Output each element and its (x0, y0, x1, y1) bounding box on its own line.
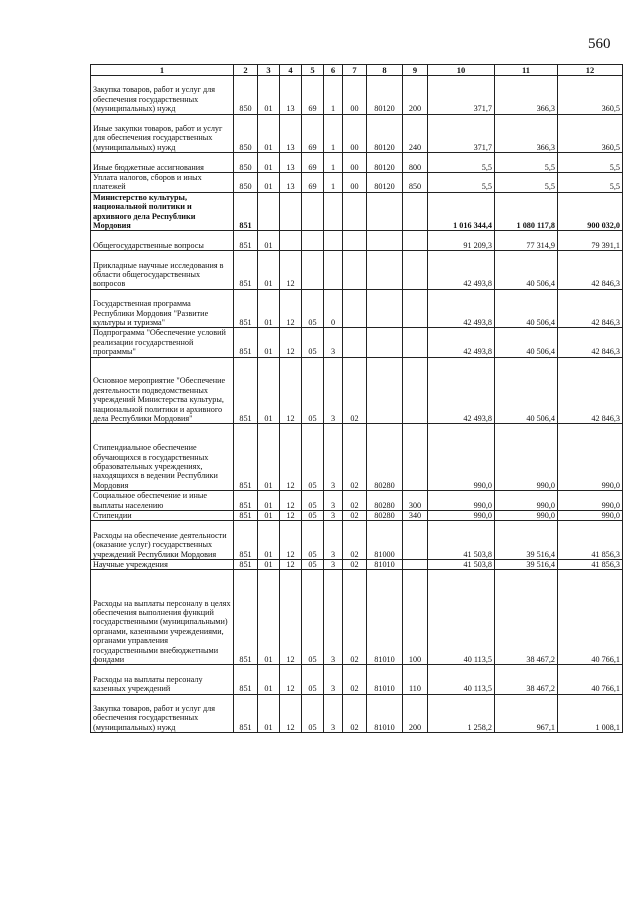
header-cell: 2 (234, 65, 258, 76)
expense-type-code-cell: 300 (403, 491, 428, 511)
amount-year-1-cell: 990,0 (428, 424, 495, 491)
amount-year-1-cell: 1 258,2 (428, 694, 495, 733)
admin-code-cell: 850 (234, 153, 258, 173)
subprogram-code-cell: 3 (324, 521, 343, 560)
subsection-code-cell: 12 (280, 251, 302, 290)
admin-code-cell: 851 (234, 694, 258, 733)
header-row (91, 65, 623, 76)
subsection-code-cell: 13 (280, 114, 302, 153)
admin-code-cell: 851 (234, 251, 258, 290)
program-code-cell: 05 (302, 570, 324, 665)
amount-year-3-cell: 990,0 (558, 511, 623, 521)
event-code-cell (343, 328, 367, 357)
subprogram-code-cell: 1 (324, 172, 343, 192)
expense-type-code-cell: 800 (403, 153, 428, 173)
expense-type-code-cell (403, 424, 428, 491)
admin-code-cell: 851 (234, 491, 258, 511)
row-name-cell: Научные учреждения (91, 560, 234, 570)
amount-year-2-cell: 40 506,4 (495, 289, 558, 328)
program-code-cell: 69 (302, 153, 324, 173)
header-cell: 9 (403, 65, 428, 76)
admin-code-cell: 851 (234, 289, 258, 328)
amount-year-3-cell: 900 032,0 (558, 192, 623, 231)
direction-code-cell (367, 251, 403, 290)
amount-year-1-cell: 41 503,8 (428, 521, 495, 560)
amount-year-1-cell: 5,5 (428, 172, 495, 192)
amount-year-2-cell: 39 516,4 (495, 521, 558, 560)
direction-code-cell: 81010 (367, 560, 403, 570)
program-code-cell: 69 (302, 76, 324, 115)
section-code-cell: 01 (258, 251, 280, 290)
row-name-cell: Социальное обеспечение и иные выплаты населению (91, 491, 234, 511)
subprogram-code-cell (324, 251, 343, 290)
amount-year-3-cell: 42 846,3 (558, 357, 623, 424)
subprogram-code-cell: 3 (324, 357, 343, 424)
amount-year-2-cell: 366,3 (495, 76, 558, 115)
event-code-cell: 00 (343, 172, 367, 192)
table-row (91, 424, 623, 491)
direction-code-cell (367, 192, 403, 231)
header-cell: 3 (258, 65, 280, 76)
table-row (91, 357, 623, 424)
header-cell: 5 (302, 65, 324, 76)
expense-type-code-cell (403, 231, 428, 251)
amount-year-1-cell: 42 493,8 (428, 357, 495, 424)
expense-type-code-cell (403, 251, 428, 290)
header-cell: 7 (343, 65, 367, 76)
admin-code-cell: 851 (234, 357, 258, 424)
amount-year-2-cell: 990,0 (495, 491, 558, 511)
table-row (91, 114, 623, 153)
row-name-cell: Расходы на выплаты персоналу в целях обеспечения выполнения функций государственными (муниципальными) органами, казенными учреждениями, органами управления государственными внебюджетными фондами (91, 570, 234, 665)
subprogram-code-cell: 3 (324, 570, 343, 665)
amount-year-1-cell: 42 493,8 (428, 251, 495, 290)
amount-year-1-cell: 42 493,8 (428, 328, 495, 357)
event-code-cell: 00 (343, 153, 367, 173)
direction-code-cell: 80120 (367, 76, 403, 115)
row-name-cell: Иные бюджетные ассигнования (91, 153, 234, 173)
header-cell: 10 (428, 65, 495, 76)
subsection-code-cell: 12 (280, 560, 302, 570)
section-code-cell: 01 (258, 231, 280, 251)
event-code-cell: 00 (343, 76, 367, 115)
amount-year-3-cell: 5,5 (558, 172, 623, 192)
program-code-cell: 69 (302, 114, 324, 153)
table-row (91, 328, 623, 357)
direction-code-cell: 81000 (367, 521, 403, 560)
subsection-code-cell: 12 (280, 694, 302, 733)
amount-year-2-cell: 38 467,2 (495, 665, 558, 694)
expense-type-code-cell (403, 289, 428, 328)
amount-year-1-cell: 371,7 (428, 76, 495, 115)
section-code-cell: 01 (258, 570, 280, 665)
event-code-cell: 02 (343, 357, 367, 424)
subsection-code-cell: 12 (280, 289, 302, 328)
program-code-cell: 05 (302, 289, 324, 328)
table-row (91, 153, 623, 173)
section-code-cell: 01 (258, 114, 280, 153)
program-code-cell: 05 (302, 424, 324, 491)
program-code-cell: 05 (302, 560, 324, 570)
event-code-cell: 02 (343, 511, 367, 521)
row-name-cell: Стипендиальное обеспечение обучающихся в государственных образовательных учреждениях, находящихся в ведении Республики Мордовия (91, 424, 234, 491)
amount-year-3-cell: 360,5 (558, 114, 623, 153)
row-name-cell: Стипендии (91, 511, 234, 521)
admin-code-cell: 851 (234, 328, 258, 357)
direction-code-cell: 80120 (367, 172, 403, 192)
subsection-code-cell: 12 (280, 328, 302, 357)
row-name-cell: Прикладные научные исследования в области общегосударственных вопросов (91, 251, 234, 290)
row-name-cell: Общегосударственные вопросы (91, 231, 234, 251)
program-code-cell: 05 (302, 357, 324, 424)
amount-year-3-cell: 40 766,1 (558, 570, 623, 665)
admin-code-cell: 851 (234, 665, 258, 694)
amount-year-1-cell: 5,5 (428, 153, 495, 173)
section-code-cell: 01 (258, 511, 280, 521)
direction-code-cell: 81010 (367, 665, 403, 694)
direction-code-cell (367, 357, 403, 424)
expense-type-code-cell (403, 357, 428, 424)
subsection-code-cell: 13 (280, 153, 302, 173)
amount-year-2-cell: 40 506,4 (495, 357, 558, 424)
section-code-cell: 01 (258, 153, 280, 173)
amount-year-3-cell: 79 391,1 (558, 231, 623, 251)
section-code-cell: 01 (258, 172, 280, 192)
direction-code-cell: 81010 (367, 570, 403, 665)
section-code-cell: 01 (258, 424, 280, 491)
row-name-cell: Расходы на обеспечение деятельности (оказание услуг) государственных учреждений Республики Мордовия (91, 521, 234, 560)
subsection-code-cell: 12 (280, 491, 302, 511)
header-cell: 4 (280, 65, 302, 76)
program-code-cell: 05 (302, 511, 324, 521)
row-name-cell: Министерство культуры, национальной политики и архивного дела Республики Мордовия (91, 192, 234, 231)
page-number: 560 (588, 36, 611, 52)
event-code-cell: 02 (343, 491, 367, 511)
event-code-cell: 02 (343, 424, 367, 491)
admin-code-cell: 850 (234, 114, 258, 153)
amount-year-1-cell: 371,7 (428, 114, 495, 153)
program-code-cell: 05 (302, 521, 324, 560)
amount-year-1-cell: 42 493,8 (428, 289, 495, 328)
row-name-cell: Основное мероприятие "Обеспечение деятельности подведомственных учреждений Министерства культуры, национальной политики и архивного дела Республики Мордовия" (91, 357, 234, 424)
row-name-cell: Закупка товаров, работ и услуг для обеспечения государственных (муниципальных) нужд (91, 694, 234, 733)
program-code-cell: 69 (302, 172, 324, 192)
amount-year-3-cell: 42 846,3 (558, 328, 623, 357)
subsection-code-cell: 12 (280, 570, 302, 665)
amount-year-2-cell: 40 506,4 (495, 251, 558, 290)
event-code-cell: 02 (343, 694, 367, 733)
subprogram-code-cell: 3 (324, 511, 343, 521)
table-row (91, 665, 623, 694)
amount-year-3-cell: 5,5 (558, 153, 623, 173)
amount-year-2-cell: 39 516,4 (495, 560, 558, 570)
direction-code-cell: 80280 (367, 491, 403, 511)
admin-code-cell: 851 (234, 560, 258, 570)
header-cell: 6 (324, 65, 343, 76)
amount-year-1-cell: 1 016 344,4 (428, 192, 495, 231)
direction-code-cell: 81010 (367, 694, 403, 733)
table-row (91, 511, 623, 521)
expense-type-code-cell: 240 (403, 114, 428, 153)
section-code-cell: 01 (258, 76, 280, 115)
amount-year-2-cell: 990,0 (495, 511, 558, 521)
row-name-cell: Подпрограмма "Обеспечение условий реализации государственной программы" (91, 328, 234, 357)
section-code-cell (258, 192, 280, 231)
subprogram-code-cell: 3 (324, 560, 343, 570)
amount-year-1-cell: 990,0 (428, 491, 495, 511)
event-code-cell (343, 192, 367, 231)
expense-type-code-cell: 200 (403, 694, 428, 733)
amount-year-1-cell: 40 113,5 (428, 570, 495, 665)
section-code-cell: 01 (258, 491, 280, 511)
section-code-cell: 01 (258, 560, 280, 570)
amount-year-3-cell: 360,5 (558, 76, 623, 115)
section-code-cell: 01 (258, 521, 280, 560)
amount-year-1-cell: 91 209,3 (428, 231, 495, 251)
row-name-cell: Иные закупки товаров, работ и услуг для обеспечения государственных (муниципальных) нужд (91, 114, 234, 153)
program-code-cell: 05 (302, 694, 324, 733)
direction-code-cell (367, 231, 403, 251)
subprogram-code-cell: 3 (324, 694, 343, 733)
table-row (91, 289, 623, 328)
expense-type-code-cell (403, 328, 428, 357)
program-code-cell (302, 192, 324, 231)
admin-code-cell: 851 (234, 424, 258, 491)
admin-code-cell: 850 (234, 76, 258, 115)
expense-type-code-cell: 850 (403, 172, 428, 192)
event-code-cell: 02 (343, 570, 367, 665)
section-code-cell: 01 (258, 328, 280, 357)
header-cell: 8 (367, 65, 403, 76)
amount-year-2-cell: 5,5 (495, 153, 558, 173)
table-row (91, 76, 623, 115)
direction-code-cell (367, 328, 403, 357)
direction-code-cell: 80280 (367, 511, 403, 521)
subsection-code-cell: 13 (280, 172, 302, 192)
section-code-cell: 01 (258, 357, 280, 424)
program-code-cell (302, 251, 324, 290)
direction-code-cell: 80280 (367, 424, 403, 491)
program-code-cell: 05 (302, 665, 324, 694)
admin-code-cell: 851 (234, 192, 258, 231)
table-row (91, 570, 623, 665)
amount-year-3-cell: 41 856,3 (558, 521, 623, 560)
amount-year-3-cell: 42 846,3 (558, 251, 623, 290)
subprogram-code-cell: 1 (324, 76, 343, 115)
section-code-cell: 01 (258, 665, 280, 694)
amount-year-2-cell: 40 506,4 (495, 328, 558, 357)
subsection-code-cell: 12 (280, 521, 302, 560)
event-code-cell: 02 (343, 665, 367, 694)
event-code-cell (343, 231, 367, 251)
amount-year-3-cell: 41 856,3 (558, 560, 623, 570)
event-code-cell: 00 (343, 114, 367, 153)
expense-type-code-cell: 110 (403, 665, 428, 694)
expense-type-code-cell (403, 192, 428, 231)
amount-year-2-cell: 5,5 (495, 172, 558, 192)
subsection-code-cell: 12 (280, 665, 302, 694)
table-row (91, 521, 623, 560)
section-code-cell: 01 (258, 694, 280, 733)
subprogram-code-cell: 3 (324, 491, 343, 511)
amount-year-3-cell: 990,0 (558, 424, 623, 491)
event-code-cell: 02 (343, 560, 367, 570)
table-row (91, 251, 623, 290)
table-row (91, 694, 623, 733)
row-name-cell: Расходы на выплаты персоналу казенных учреждений (91, 665, 234, 694)
subprogram-code-cell (324, 231, 343, 251)
table-row (91, 491, 623, 511)
expense-type-code-cell: 200 (403, 76, 428, 115)
amount-year-2-cell: 990,0 (495, 424, 558, 491)
amount-year-2-cell: 366,3 (495, 114, 558, 153)
row-name-cell: Закупка товаров, работ и услуг для обеспечения государственных (муниципальных) нужд (91, 76, 234, 115)
amount-year-1-cell: 41 503,8 (428, 560, 495, 570)
direction-code-cell: 80120 (367, 114, 403, 153)
header-cell: 1 (91, 65, 234, 76)
subsection-code-cell: 12 (280, 424, 302, 491)
table-row (91, 560, 623, 570)
row-name-cell: Уплата налогов, сборов и иных платежей (91, 172, 234, 192)
amount-year-3-cell: 40 766,1 (558, 665, 623, 694)
subprogram-code-cell: 0 (324, 289, 343, 328)
program-code-cell: 05 (302, 491, 324, 511)
admin-code-cell: 851 (234, 521, 258, 560)
amount-year-3-cell: 1 008,1 (558, 694, 623, 733)
subsection-code-cell (280, 231, 302, 251)
subsection-code-cell: 12 (280, 357, 302, 424)
subsection-code-cell (280, 192, 302, 231)
admin-code-cell: 851 (234, 511, 258, 521)
subprogram-code-cell: 3 (324, 424, 343, 491)
expense-type-code-cell (403, 521, 428, 560)
amount-year-3-cell: 990,0 (558, 491, 623, 511)
direction-code-cell (367, 289, 403, 328)
program-code-cell: 05 (302, 328, 324, 357)
amount-year-2-cell: 1 080 117,8 (495, 192, 558, 231)
expense-type-code-cell: 340 (403, 511, 428, 521)
subprogram-code-cell: 1 (324, 153, 343, 173)
admin-code-cell: 851 (234, 570, 258, 665)
subsection-code-cell: 13 (280, 76, 302, 115)
subprogram-code-cell: 3 (324, 328, 343, 357)
event-code-cell (343, 289, 367, 328)
header-cell: 11 (495, 65, 558, 76)
amount-year-2-cell: 967,1 (495, 694, 558, 733)
expense-type-code-cell (403, 560, 428, 570)
budget-table-body (91, 76, 623, 733)
header-cell: 12 (558, 65, 623, 76)
event-code-cell (343, 251, 367, 290)
section-code-cell: 01 (258, 289, 280, 328)
subprogram-code-cell: 3 (324, 665, 343, 694)
amount-year-1-cell: 990,0 (428, 511, 495, 521)
table-row (91, 192, 623, 231)
admin-code-cell: 851 (234, 231, 258, 251)
direction-code-cell: 80120 (367, 153, 403, 173)
expense-type-code-cell: 100 (403, 570, 428, 665)
row-name-cell: Государственная программа Республики Мордовия "Развитие культуры и туризма" (91, 289, 234, 328)
program-code-cell (302, 231, 324, 251)
event-code-cell: 02 (343, 521, 367, 560)
budget-table (90, 64, 623, 733)
amount-year-1-cell: 40 113,5 (428, 665, 495, 694)
amount-year-2-cell: 77 314,9 (495, 231, 558, 251)
subprogram-code-cell: 1 (324, 114, 343, 153)
subsection-code-cell: 12 (280, 511, 302, 521)
subprogram-code-cell (324, 192, 343, 231)
table-row (91, 172, 623, 192)
amount-year-3-cell: 42 846,3 (558, 289, 623, 328)
admin-code-cell: 850 (234, 172, 258, 192)
table-row (91, 231, 623, 251)
amount-year-2-cell: 38 467,2 (495, 570, 558, 665)
